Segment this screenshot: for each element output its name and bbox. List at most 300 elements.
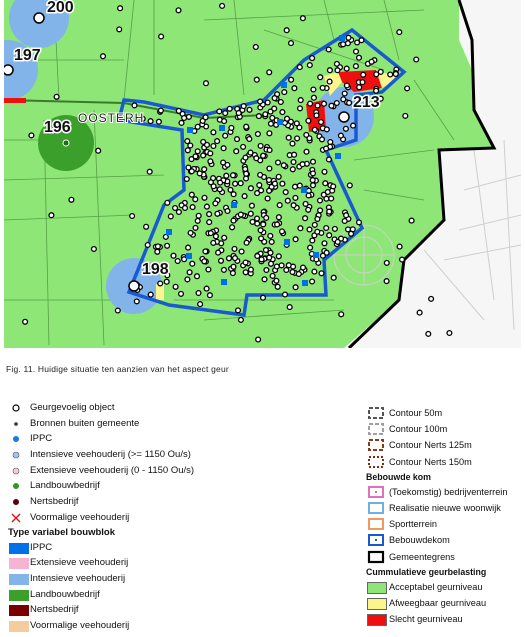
sensitive-object-point	[335, 68, 340, 73]
sensitive-object-point	[225, 209, 230, 214]
sensitive-object-point	[403, 114, 408, 119]
sensitive-object-point	[228, 188, 233, 193]
sensitive-object-point	[243, 167, 248, 172]
sensitive-object-point	[255, 191, 260, 196]
sensitive-object-point	[188, 143, 193, 148]
sensitive-object-point	[248, 150, 253, 155]
color-swatch	[367, 582, 387, 594]
sensitive-object-point	[101, 54, 106, 59]
ippc-block	[186, 253, 192, 259]
sensitive-object-point	[314, 113, 319, 118]
sensitive-object-point	[308, 101, 313, 106]
sensitive-object-point	[378, 70, 383, 75]
sensitive-object-point	[311, 183, 316, 188]
sensitive-object-point	[346, 227, 351, 232]
sensitive-object-point	[158, 281, 163, 286]
sensitive-object-point	[276, 254, 281, 259]
sensitive-object-point	[297, 125, 302, 130]
color-swatch	[9, 621, 29, 632]
sensitive-object-point	[327, 209, 332, 214]
legend-label: Contour Nerts 125m	[389, 440, 472, 451]
legend-heading-odour: Cummulatieve geurbelasting	[366, 566, 487, 577]
sensitive-object-point	[163, 235, 168, 240]
legend-label: Sportterrein	[389, 519, 438, 530]
sensitive-object-point	[190, 205, 195, 210]
ippc-block	[231, 202, 237, 208]
sensitive-object-point	[164, 279, 169, 284]
sensitive-object-point	[315, 229, 320, 234]
green-dot-icon	[8, 478, 28, 494]
sensitive-object-point	[171, 253, 176, 258]
sensitive-object-point	[241, 145, 246, 150]
sensitive-object-point	[344, 66, 349, 71]
sensitive-object-point	[255, 254, 260, 259]
legend-label: Slecht geurniveau	[389, 614, 463, 625]
light-blue-dot-icon	[8, 447, 28, 463]
ippc-block	[166, 229, 172, 235]
sensitive-object-point	[270, 274, 275, 279]
sensitive-object-point	[222, 268, 227, 273]
sensitive-object-point	[219, 258, 224, 263]
sensitive-object-point	[318, 208, 323, 213]
sensitive-object-point	[249, 267, 254, 272]
legend-label: Contour 50m	[389, 408, 443, 418]
sensitive-object-point	[193, 226, 198, 231]
sensitive-object-point	[205, 204, 210, 209]
sensitive-object-point	[132, 103, 137, 108]
open-circle-point-icon	[8, 400, 28, 416]
sensitive-object-point	[202, 167, 207, 172]
sensitive-object-point	[310, 178, 315, 183]
legend-label: Gemeentegrens	[389, 551, 455, 562]
sensitive-object-point	[293, 196, 298, 201]
legend-municipal-border	[366, 549, 524, 565]
sensitive-object-point	[96, 148, 101, 153]
sensitive-object-point	[211, 144, 216, 149]
legend-label: Contour Nerts 150m	[389, 456, 472, 467]
sensitive-object-point	[235, 137, 240, 142]
sensitive-object-point	[208, 231, 213, 236]
sensitive-object-point	[283, 190, 288, 195]
sensitive-object-point	[187, 115, 192, 120]
outlined-square-icon	[366, 532, 386, 548]
red-cross-icon	[8, 510, 28, 526]
sensitive-object-point	[291, 160, 296, 165]
sensitive-object-point	[145, 243, 150, 248]
sensitive-object-point	[218, 180, 223, 185]
legend-label: Afweegbaar geurniveau	[389, 597, 487, 608]
legend-contour-100	[366, 421, 524, 437]
place-name: OOSTERH	[78, 111, 145, 125]
ippc-block	[335, 153, 341, 159]
sensitive-object-point	[310, 238, 315, 243]
sensitive-object-point	[322, 169, 327, 174]
sensitive-object-point	[217, 187, 222, 192]
sensitive-object-point	[327, 233, 332, 238]
sensitive-object-point	[292, 152, 297, 157]
sensitive-object-point	[243, 270, 248, 275]
sensitive-object-point	[255, 221, 260, 226]
sensitive-object-point	[393, 72, 398, 77]
sensitive-object-point	[320, 86, 325, 91]
sensitive-object-point	[264, 248, 269, 253]
ippc-block	[284, 239, 290, 245]
sensitive-object-point	[347, 101, 352, 106]
sensitive-object-point	[244, 171, 249, 176]
sensitive-object-point	[311, 171, 316, 176]
legend-item-external-sources	[8, 416, 258, 432]
sensitive-object-point	[155, 249, 160, 254]
sensitive-object-point	[222, 119, 227, 124]
sensitive-object-point	[324, 127, 329, 132]
legend-label: (Toekomstig) bedrijventerrein	[389, 486, 508, 497]
sensitive-object-point	[263, 112, 268, 117]
sensitive-object-point	[278, 100, 283, 105]
sensitive-object-point	[374, 88, 379, 93]
sensitive-object-point	[215, 139, 220, 144]
sensitive-object-point	[157, 119, 162, 124]
sensitive-object-point	[216, 250, 221, 255]
sensitive-object-point	[197, 171, 202, 176]
sensitive-object-point	[274, 278, 279, 283]
sensitive-object-point	[257, 183, 262, 188]
sensitive-object-point	[290, 141, 295, 146]
sensitive-object-point	[384, 279, 389, 284]
ippc-block	[301, 187, 307, 193]
sensitive-object-point	[201, 153, 206, 158]
sensitive-object-point	[300, 162, 305, 167]
legend-item-farm	[8, 478, 258, 494]
sensitive-object-point	[289, 41, 294, 46]
sensitive-object-point	[284, 28, 289, 33]
source-point-213	[339, 112, 349, 122]
sensitive-object-point	[225, 163, 230, 168]
sensitive-object-point	[258, 99, 263, 104]
sensitive-object-point	[236, 308, 241, 313]
sensitive-object-point	[306, 188, 311, 193]
sensitive-object-point	[134, 299, 139, 304]
sensitive-object-point	[159, 34, 164, 39]
sensitive-object-point	[254, 77, 259, 82]
figure-caption: Fig. 11. Huidige situatie ten aanzien van het aspect geur	[6, 364, 229, 374]
legend-label: Bronnen buiten gemeente	[30, 417, 140, 429]
sensitive-object-point	[189, 192, 194, 197]
sensitive-object-point	[321, 253, 326, 258]
sensitive-object-point	[239, 249, 244, 254]
legend-left	[8, 400, 258, 634]
sensitive-object-point	[267, 148, 272, 153]
sensitive-object-point	[249, 186, 254, 191]
legend-heading-built-up: Bebouwde kom	[366, 471, 432, 482]
sensitive-object-point	[286, 135, 291, 140]
sensitive-object-point	[207, 220, 212, 225]
sensitive-object-point	[344, 126, 349, 131]
sensitive-object-point	[261, 295, 266, 300]
sensitive-object-point	[277, 215, 282, 220]
sensitive-object-point	[217, 109, 222, 114]
sensitive-object-point	[429, 297, 434, 302]
dashed-square-icon	[366, 454, 386, 470]
sensitive-object-point	[296, 272, 301, 277]
sensitive-object-point	[306, 207, 311, 212]
sensitive-object-point	[359, 38, 364, 43]
legend-label: Contour 100m	[389, 424, 448, 435]
color-swatch	[9, 590, 29, 601]
sensitive-object-point	[369, 59, 374, 64]
sensitive-object-point	[207, 212, 212, 217]
sensitive-object-point	[331, 184, 336, 189]
sensitive-object-point	[168, 214, 173, 219]
sensitive-object-point	[259, 236, 264, 241]
ippc-block	[277, 119, 283, 125]
legend-label: Voormalige veehouderij	[30, 511, 130, 523]
sensitive-object-point	[232, 247, 237, 252]
sensitive-object-point	[289, 77, 294, 82]
sensitive-object-point	[195, 219, 200, 224]
sensitive-object-point	[205, 143, 210, 148]
sensitive-object-point	[195, 149, 200, 154]
sensitive-object-point	[213, 201, 218, 206]
sensitive-object-point	[255, 216, 260, 221]
color-swatch	[9, 558, 29, 569]
legend-acceptable	[366, 579, 524, 595]
legend-item-mink	[8, 494, 258, 510]
sensitive-object-point	[268, 234, 273, 239]
sensitive-object-point	[193, 197, 198, 202]
legend-item-ippc	[8, 431, 258, 447]
sensitive-object-point	[250, 203, 255, 208]
sensitive-object-point	[176, 8, 181, 13]
sensitive-object-point	[397, 30, 402, 35]
legend-bad	[366, 611, 524, 627]
sensitive-object-point	[223, 133, 228, 138]
legend-sports	[366, 516, 524, 532]
sensitive-object-point	[227, 106, 232, 111]
outlined-square-icon	[366, 484, 386, 500]
sensitive-object-point	[279, 263, 284, 268]
sensitive-object-point	[224, 173, 229, 178]
sensitive-object-point	[291, 264, 296, 269]
sensitive-object-point	[173, 284, 178, 289]
dashed-square-icon	[366, 405, 386, 421]
bad-odour-zone	[4, 98, 26, 103]
sensitive-object-point	[397, 244, 402, 249]
sensitive-object-point	[265, 196, 270, 201]
sensitive-object-point	[339, 312, 344, 317]
sensitive-object-point	[117, 27, 122, 32]
sensitive-object-point	[329, 103, 334, 108]
sensitive-object-point	[259, 257, 264, 262]
sensitive-object-point	[222, 235, 227, 240]
sensitive-object-point	[256, 337, 261, 342]
sensitive-object-point	[258, 228, 263, 233]
small-dark-dot-icon	[8, 416, 28, 432]
sensitive-object-point	[148, 292, 153, 297]
legend-right	[366, 405, 524, 627]
sensitive-object-point	[242, 194, 247, 199]
sensitive-object-point	[208, 159, 213, 164]
sensitive-object-point	[351, 123, 356, 128]
label-196: 196	[44, 119, 71, 136]
outlined-square-icon	[366, 549, 386, 565]
sensitive-object-point	[209, 180, 214, 185]
sensitive-object-point	[186, 245, 191, 250]
legend-item-intensive	[8, 447, 258, 463]
legend-label: Intensieve veehouderij (>= 1150 Ou/s)	[30, 449, 191, 461]
legend-heading-block-type: Type variabel bouwblok	[8, 526, 115, 538]
sensitive-object-point	[269, 240, 274, 245]
legend-new-housing	[366, 500, 524, 516]
ippc-block	[302, 280, 308, 286]
sensitive-object-point	[342, 91, 347, 96]
sensitive-object-point	[339, 133, 344, 138]
sensitive-object-point	[177, 210, 182, 215]
sensitive-object-point	[214, 234, 219, 239]
sensitive-object-point	[130, 214, 135, 219]
sensitive-object-point	[183, 206, 188, 211]
sensitive-object-point	[357, 220, 362, 225]
sensitive-object-point	[301, 265, 306, 270]
sensitive-object-point	[315, 217, 320, 222]
sensitive-object-point	[283, 292, 288, 297]
sensitive-object-point	[202, 195, 207, 200]
sensitive-object-point	[148, 119, 153, 124]
sensitive-object-point	[188, 231, 193, 236]
sensitive-object-point	[276, 174, 281, 179]
sensitive-object-point	[301, 16, 306, 21]
legend-label: Intensieve veehouderij	[30, 572, 126, 584]
sensitive-object-point	[185, 148, 190, 153]
sensitive-object-point	[269, 261, 274, 266]
sensitive-object-point	[272, 96, 277, 101]
sensitive-object-point	[267, 131, 272, 136]
sensitive-object-point	[238, 212, 243, 217]
odour-map	[4, 0, 521, 348]
sensitive-object-point	[244, 124, 249, 129]
sensitive-object-point	[345, 83, 350, 88]
sensitive-object-point	[248, 211, 253, 216]
sensitive-object-point	[282, 90, 287, 95]
sensitive-object-point	[318, 75, 323, 80]
sensitive-object-point	[189, 169, 194, 174]
sensitive-object-point	[156, 244, 161, 249]
sensitive-object-point	[319, 120, 324, 125]
legend-label: Extensieve veehouderij	[30, 557, 129, 569]
legend-built-up-area	[366, 532, 524, 548]
sensitive-object-point	[267, 188, 272, 193]
legend-label: Voormalige veehouderij	[30, 619, 130, 631]
sensitive-object-point	[203, 115, 208, 120]
sensitive-object-point	[185, 277, 190, 282]
dashed-square-icon	[366, 437, 386, 453]
sensitive-object-point	[298, 98, 303, 103]
sensitive-object-point	[147, 169, 152, 174]
sensitive-object-point	[196, 213, 201, 218]
sensitive-object-point	[231, 264, 236, 269]
dashed-square-icon	[366, 421, 386, 437]
sensitive-object-point	[182, 257, 187, 262]
ippc-block	[221, 279, 227, 285]
sensitive-object-point	[208, 293, 213, 298]
sensitive-object-point	[193, 154, 198, 159]
sensitive-object-point	[312, 95, 317, 100]
sensitive-object-point	[203, 249, 208, 254]
sensitive-object-point	[165, 200, 170, 205]
sensitive-object-point	[273, 181, 278, 186]
sensitive-object-point	[190, 261, 195, 266]
color-swatch	[9, 543, 29, 554]
sensitive-object-point	[322, 101, 327, 106]
sensitive-object-point	[233, 181, 238, 186]
sensitive-object-point	[331, 275, 336, 280]
sensitive-object-point	[295, 136, 300, 141]
sensitive-object-point	[298, 106, 303, 111]
sensitive-object-point	[230, 225, 235, 230]
sensitive-object-point	[360, 80, 365, 85]
sensitive-object-point	[326, 47, 331, 52]
legend-industrial	[366, 484, 524, 500]
sensitive-object-point	[179, 292, 184, 297]
sensitive-object-point	[312, 223, 317, 228]
sensitive-object-point	[258, 144, 263, 149]
legend-label: Realisatie nieuwe woonwijk	[389, 502, 501, 513]
sensitive-object-point	[346, 35, 351, 40]
sensitive-object-point	[310, 279, 315, 284]
sensitive-object-point	[211, 130, 216, 135]
sensitive-object-point	[287, 305, 292, 310]
sensitive-object-point	[350, 227, 355, 232]
legend-item-sensitive-object	[8, 400, 258, 416]
sensitive-object-point	[244, 240, 249, 245]
sensitive-object-point	[312, 127, 317, 132]
sensitive-object-point	[165, 243, 170, 248]
sensitive-object-point	[405, 86, 410, 91]
source-point-200	[34, 13, 44, 23]
sensitive-object-point	[306, 118, 311, 123]
pink-dot-icon	[8, 463, 28, 479]
sensitive-object-point	[184, 177, 189, 182]
sensitive-object-point	[297, 65, 302, 70]
label-197: 197	[14, 47, 41, 64]
sensitive-object-point	[267, 166, 272, 171]
legend-label: Acceptabel geurniveau	[389, 581, 483, 592]
sensitive-object-point	[223, 111, 228, 116]
sensitive-object-point	[324, 226, 329, 231]
label-200: 200	[47, 0, 74, 16]
sensitive-object-point	[115, 308, 120, 313]
sensitive-object-point	[293, 184, 298, 189]
legend-label: Geurgevoelig object	[30, 402, 115, 413]
legend-item-former	[8, 510, 258, 526]
sensitive-object-point	[267, 70, 272, 75]
sensitive-object-point	[417, 310, 422, 315]
sensitive-object-point	[204, 81, 209, 86]
outlined-square-icon	[366, 516, 386, 532]
sensitive-object-point	[285, 116, 290, 121]
sensitive-object-point	[361, 72, 366, 77]
sensitive-object-point	[267, 255, 272, 260]
sensitive-object-point	[144, 224, 149, 229]
blue-dot-icon	[8, 431, 28, 447]
sensitive-object-point	[322, 241, 327, 246]
sensitive-object-point	[29, 133, 34, 138]
sensitive-object-point	[231, 173, 236, 178]
outlined-square-icon	[366, 500, 386, 516]
sensitive-object-point	[310, 56, 315, 61]
legend-label: Landbouwbedrijf	[30, 480, 100, 492]
sensitive-object-point	[220, 4, 225, 9]
sensitive-object-point	[182, 116, 187, 121]
